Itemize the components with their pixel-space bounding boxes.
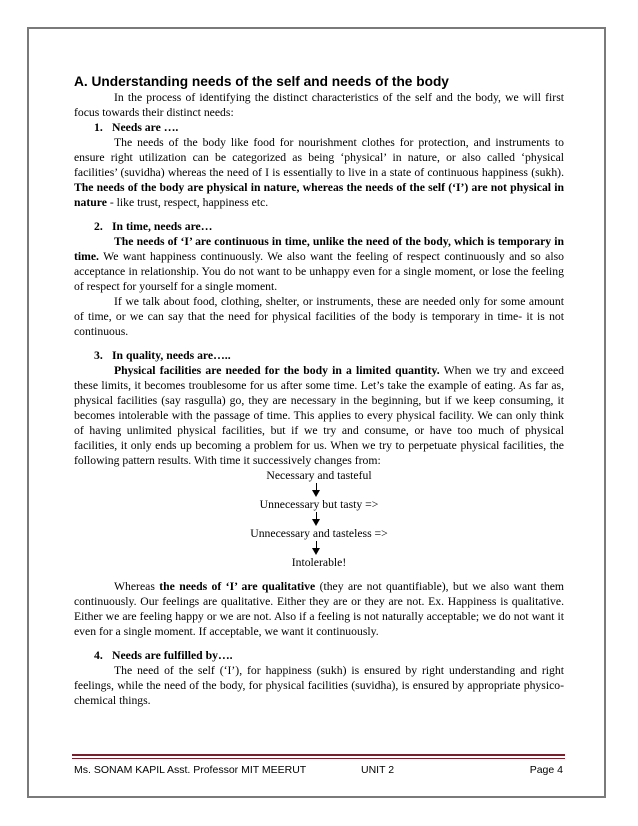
item-2-heading [94, 219, 564, 234]
item-4-title: Needs are fulfilled by…. [112, 649, 233, 662]
item-3-title: In quality, needs are….. [112, 349, 231, 362]
footer-rule [72, 754, 565, 756]
item-1-number: 1. [94, 121, 103, 134]
item-4-paragraph: The need of the self (‘I’), for happiness (sukh) is ensured by right understanding and right feelings, while the need of the body, for physical facilities (suvidha), is ensured by appropriate physico-chemical things. [74, 664, 564, 707]
item-3-text: When we try and exceed these limits, it becomes troublesome for us after some time. Let’s take the example of eating. As far as, physical facilities (say rasgulla) go, they are necessary in the beginning, but if we keep consuming, it becomes intolerable with the passage of time. This applies to every physical facility. We can only think of having unlimited physical facilities, but if we try and consume, or have too much of physical facilities, it only ends up becoming a problem for us. When we try to perpetuate physical facilities, the following pattern results. With time it successively changes from: [74, 364, 564, 467]
item-2-title: In time, needs are… [112, 220, 213, 233]
item-2-paragraph-1 [74, 234, 564, 294]
item-3-heading [94, 348, 564, 363]
down-arrow-icon [74, 483, 564, 497]
footer-author: Ms. SONAM KAPIL Asst. Professor MIT MEERUT [74, 764, 307, 776]
flow-diagram [74, 468, 564, 570]
item-1-text: The needs of the body like food for nourishment clothes for protection, and instruments to ensure right utilization can be categorized as being ‘physical’ in nature, or also called ‘physical facilities’ (suvidha) whereas the need of I is essentially to live in a state of continuous happiness (sukh). [74, 136, 564, 179]
down-arrow-icon [74, 512, 564, 526]
item-1-paragraph [74, 135, 564, 210]
item-2-bold-text: The needs of ‘I’ are continuous in time, unlike the need of the body, which is temporary in time. [74, 235, 564, 263]
item-1-tail: - like trust, respect, happiness etc. [109, 196, 269, 209]
item-3-bold-text: Physical facilities are needed for the body in a limited quantity. [114, 364, 440, 377]
page-footer [74, 764, 563, 780]
item-3-para2-start: Whereas [114, 580, 155, 593]
flow-step-4: Intolerable! [291, 556, 347, 569]
item-2-paragraph-2: If we talk about food, clothing, shelter, or instruments, these are needed only for some amount of time, or we can say that the need for physical facilities of the body is temporary in time- it is not continuous. [74, 295, 564, 338]
footer-unit: UNIT 2 [361, 764, 395, 776]
down-arrow-icon [74, 541, 564, 555]
item-3-paragraph-1 [74, 363, 564, 468]
item-2-text: We want happiness continuously. We also want the feeling of respect continuously and so also acceptance in relationship. You do not want to be unhappy even for a single moment, or lose the feeling of respect for yourself for a single moment. [74, 250, 564, 293]
item-2-number: 2. [94, 220, 103, 233]
flow-step-2: Unnecessary but tasty => [259, 498, 379, 511]
item-3-number: 3. [94, 349, 103, 362]
flow-step-3: Unnecessary and tasteless => [250, 527, 388, 540]
item-4-heading [94, 648, 564, 663]
section-heading: A. Understanding needs of the self and needs of the body [74, 74, 449, 89]
item-3-para2-rest: (they are not quantifiable), but we also want them continuously. Our feelings are qualitative. Either they are or they are not. Ex. Happiness is qualitative. Either we are feeling happy or we are not. Also if a feeling is not naturally acceptable; we do not want it even for a single moment. If acceptable, we want it continuously. [74, 580, 565, 638]
footer-rule-thin [72, 758, 565, 759]
item-1-heading [94, 120, 564, 135]
item-3-paragraph-2 [74, 579, 564, 639]
item-1-title: Needs are …. [112, 121, 179, 134]
footer-page-number: Page 4 [529, 764, 563, 776]
item-1-bold-text: The needs of the body are physical in nature, whereas the needs of the self (‘I’) are not physical in nature [74, 181, 564, 209]
item-3-para2-bold: the needs of ‘I’ are qualitative [159, 580, 316, 593]
item-4-number: 4. [94, 649, 103, 662]
flow-step-1: Necessary and tasteful [266, 469, 372, 482]
intro-paragraph: In the process of identifying the distinct characteristics of the self and the body, we will first focus towards their distinct needs: [74, 91, 564, 119]
document-body [74, 73, 564, 708]
